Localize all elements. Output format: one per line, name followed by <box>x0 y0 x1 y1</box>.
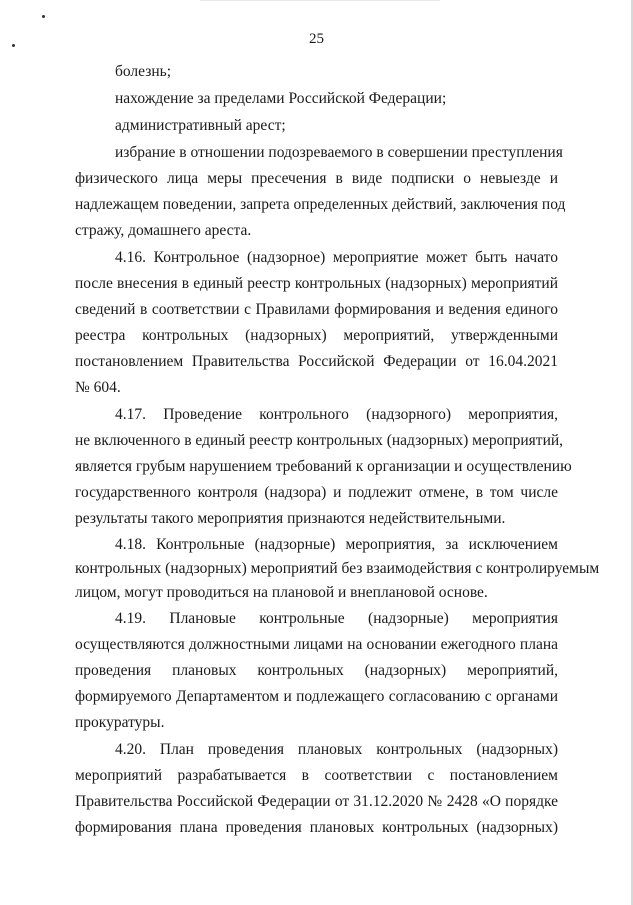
text-line: 4.19. Плановые контрольные (надзорные) мероприятия <box>115 610 558 627</box>
text-line: лицом, могут проводиться на плановой и внеплановой основе. <box>75 584 488 601</box>
text-line: формируемого Департаментом и подлежащего согласованию с органами <box>75 688 558 705</box>
text-line: прокуратуры. <box>75 714 165 731</box>
text-line: мероприятий разрабатывается в соответствии с постановлением <box>75 767 558 784</box>
text-line: 4.17. Проведение контрольного (надзорного) мероприятия, <box>115 406 558 423</box>
text-line: результаты такого мероприятия признаются недействительными. <box>75 510 506 527</box>
text-line: стражу, домашнего ареста. <box>75 222 252 239</box>
scan-top-artifact <box>200 0 440 1</box>
text-line: проведения плановых контрольных (надзорных) мероприятий, <box>75 662 558 679</box>
text-line: надлежащем поведении, запрета определенных действий, заключения под <box>75 196 566 213</box>
text-line: реестра контрольных (надзорных) мероприятий, утвержденными <box>75 327 558 344</box>
scan-mark-1 <box>42 15 45 18</box>
text-line: контрольных (надзорных) мероприятий без взаимодействия с контролируемым <box>75 560 600 577</box>
text-line: 4.16. Контрольное (надзорное) мероприятие может быть начато <box>115 249 558 266</box>
text-line: физического лица меры пресечения в виде подписки о невыезде и <box>75 170 558 187</box>
text-line: избрание в отношении подозреваемого в совершении преступления <box>115 144 563 161</box>
text-line: после внесения в единый реестр контрольных (надзорных) мероприятий <box>75 275 558 292</box>
text-line: Правительства Российской Федерации от 31.12.2020 № 2428 «О порядке <box>75 793 558 810</box>
text-line: государственного контроля (надзора) и подлежит отмене, в том числе <box>75 484 558 501</box>
text-line: нахождение за пределами Российской Федерации; <box>115 90 447 107</box>
text-line: 4.20. План проведения плановых контрольных (надзорных) <box>115 741 558 758</box>
text-line: является грубым нарушением требований к организации и осуществлению <box>75 458 572 475</box>
text-line: болезнь; <box>115 63 172 80</box>
text-line: формирования плана проведения плановых контрольных (надзорных) <box>75 819 558 836</box>
text-line: сведений в соответствии с Правилами формирования и ведения единого <box>75 301 558 318</box>
text-line: не включенного в единый реестр контрольных (надзорных) мероприятий, <box>75 432 564 449</box>
text-line: осуществляются должностными лицами на основании ежегодного плана <box>75 636 558 653</box>
text-line: постановлением Правительства Российской Федерации от 16.04.2021 <box>75 353 558 370</box>
page-number: 25 <box>309 31 324 47</box>
text-line: 4.18. Контрольные (надзорные) мероприятия, за исключением <box>115 536 558 553</box>
text-line: административный арест; <box>115 117 286 134</box>
text-line: № 604. <box>75 379 121 396</box>
